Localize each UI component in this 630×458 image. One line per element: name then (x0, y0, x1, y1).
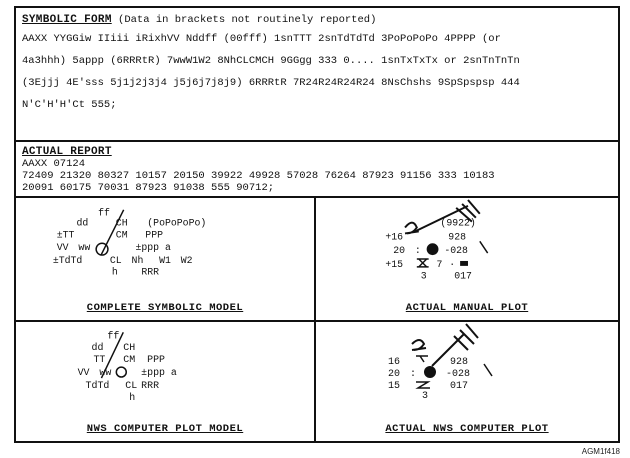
h-label: 3 (420, 270, 427, 282)
tendency-label: -028 (446, 369, 471, 380)
manual-plot-caption: ACTUAL MANUAL PLOT (405, 302, 529, 314)
weather-code-label: 7 (436, 258, 443, 270)
ff-label: ff (107, 330, 120, 342)
report-line-1: AAXX 07124 (22, 158, 86, 170)
cl-label: CL (125, 379, 138, 391)
ppp-tendency-label: ±ppp a (141, 367, 177, 379)
w2-label: W2 (180, 254, 193, 266)
h-label: h (111, 266, 118, 278)
cirrus-cloud-icon (412, 340, 426, 350)
symbolic-line-3: (3Ejjj 4E'sss 5j1j2j3j4 j5j6j7j8j9) 6RRRtR 7R24R24R24R24 8NsChshs 9SpSpspsp 444 (22, 77, 520, 89)
ww-label: ww (78, 242, 91, 254)
plot-grid (16, 198, 618, 441)
low-cloud-icon (416, 382, 430, 388)
figure-id: AGM1f418 (581, 447, 620, 456)
nh-label: Nh (131, 254, 144, 266)
ch-label: CH (123, 342, 136, 354)
mid-cloud-icon (416, 356, 428, 362)
report-line-3: 20091 60175 70031 87923 91038 555 90712; (22, 182, 275, 194)
tendency-label: -028 (444, 245, 468, 257)
w1-label: W1 (159, 254, 171, 266)
actual-report-section (16, 142, 618, 198)
symbolic-line-2: 4a3hhh) 5appp (6RRRtR) 7wwW1W2 8NhCLCMCH 9GGgg 333 0.... 1snTxTxTx or 2snTnTnTn (22, 55, 520, 67)
report-line-2: 72409 21320 80327 10157 20150 39922 49928 57028 76264 87923 91156 333 10183 (22, 170, 495, 182)
station-circle (116, 367, 126, 377)
symbolic-form-heading: SYMBOLIC FORM (22, 14, 112, 26)
actual-report-heading: ACTUAL REPORT (22, 146, 112, 158)
h-label: h (129, 391, 136, 403)
pressure-label: (9922) (440, 217, 476, 229)
nws-plot-model-panel (16, 322, 316, 441)
tt-label: ±TT (56, 229, 75, 241)
symbolic-form-note: (Data in brackets not routinely reported) (118, 14, 377, 26)
ppp-tendency-label: ±ppp a (135, 242, 171, 254)
dd-label: dd (76, 217, 89, 229)
colon-glyph: : (414, 245, 421, 257)
pressure-928-label: 928 (448, 231, 467, 243)
dd-label: dd (91, 342, 104, 354)
low-cloud-icon (417, 259, 429, 267)
tendency-slash-icon (480, 241, 488, 253)
vv-label: VV (56, 242, 69, 254)
temp-label: +16 (385, 231, 404, 243)
temp-label: 16 (388, 357, 401, 368)
dewpoint-label: TdTd (85, 379, 110, 391)
visibility-label: 20 (388, 369, 401, 380)
cm-label: CM (115, 229, 128, 241)
symbolic-line-1: AAXX YYGGiw IIiii iRixhVV Nddff (00fff) 1snTTT 2snTdTdTd 3PoPoPoPo 4PPPP (or (22, 33, 501, 45)
cirrus-cloud-icon (405, 223, 419, 234)
actual-manual-plot-panel (316, 198, 618, 322)
ppp-label: PPP (147, 354, 165, 366)
rrr-label: RRR (141, 379, 160, 391)
complete-symbolic-model-panel (16, 198, 316, 322)
precip-mark-icon (460, 261, 468, 266)
symbolic-form-section (16, 8, 618, 142)
visibility-label: 20 (393, 245, 406, 257)
cl-label: CL (109, 254, 122, 266)
colon-glyph: : (410, 369, 417, 380)
h-label: 3 (422, 391, 429, 402)
dewpoint-label: +15 (385, 258, 404, 270)
ww-label: ww (99, 367, 112, 379)
ppp-label: PPP (145, 229, 164, 241)
station-circle-filled (424, 366, 436, 378)
cm-label: CM (123, 354, 136, 366)
pressure-928-label: 928 (450, 357, 469, 368)
nws-model-caption: NWS COMPUTER PLOT MODEL (86, 423, 244, 435)
tt-label: TT (93, 354, 106, 366)
rrr-label: 017 (454, 270, 472, 282)
rrr-label: 017 (450, 381, 469, 392)
rrr-label: RRR (141, 266, 160, 278)
complete-model-caption: COMPLETE SYMBOLIC MODEL (86, 302, 244, 314)
dewpoint-label: 15 (388, 381, 401, 392)
nws-plot-caption: ACTUAL NWS COMPUTER PLOT (385, 423, 549, 435)
symbolic-line-4: N'C'H'H'Ct 555; (22, 99, 117, 111)
vv-label: VV (77, 367, 90, 379)
tendency-slash-icon (484, 364, 492, 376)
ch-label: CH (115, 217, 128, 229)
station-circle-filled (427, 243, 439, 255)
actual-nws-plot-panel (316, 322, 618, 441)
ff-label: ff (98, 207, 110, 219)
pressure-bracket-label: (PoPoPoPo) (147, 217, 207, 229)
dot-glyph: · (449, 258, 456, 270)
figure-frame (14, 6, 620, 443)
dewpoint-label: ±TdTd (52, 254, 83, 266)
